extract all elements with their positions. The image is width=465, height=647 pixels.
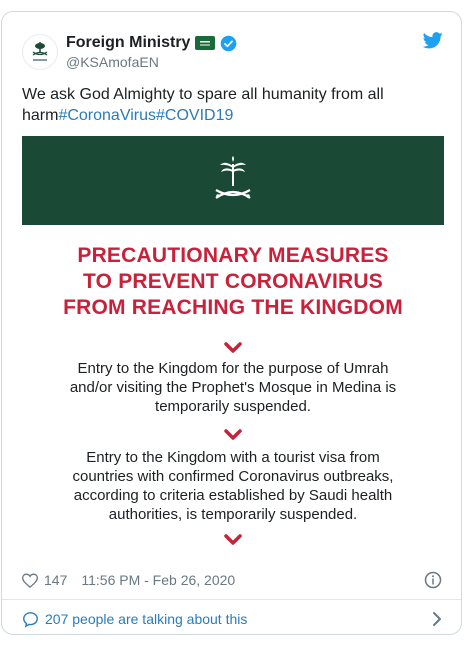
hashtag-covid19[interactable]: #COVID19 <box>156 107 234 124</box>
measure-line: Entry to the Kingdom for the purpose of Umrah <box>77 360 389 377</box>
ministry-emblem-icon <box>27 39 53 65</box>
headline-line: TO PREVENT CORONAVIRUS <box>83 270 383 293</box>
measure-line: and/or visiting the Prophet's Mosque in Medina is <box>69 379 397 396</box>
like-count[interactable]: 147 <box>44 572 68 588</box>
comment-bubble-icon <box>22 611 39 628</box>
heart-icon[interactable] <box>22 573 38 588</box>
hashtag-coronavirus[interactable]: #CoronaVirus <box>58 107 156 124</box>
media-headline <box>22 243 444 321</box>
tweet-body: We ask God Almighty to spare all humanity from all harm <box>22 86 384 124</box>
account-handle[interactable]: @KSAmofaEN <box>66 54 159 70</box>
tweet-header <box>2 12 461 82</box>
measure-line: temporarily suspended. <box>155 398 311 415</box>
measure-line: countries with confirmed Coronavirus outbreaks, <box>72 468 394 485</box>
tweet-card <box>1 11 462 635</box>
measure-item <box>22 359 444 416</box>
green-banner <box>22 136 444 225</box>
measure-item <box>22 448 444 524</box>
saudi-flag-icon <box>195 36 215 50</box>
chevron-down-icon <box>223 429 243 441</box>
tweet-meta <box>22 569 442 591</box>
tweet-text <box>22 84 442 126</box>
chevron-down-icon <box>223 534 243 546</box>
footer-divider <box>2 599 461 600</box>
name-row <box>66 34 237 52</box>
measure-line: authorities, is temporarily suspended. <box>108 506 358 523</box>
info-icon[interactable] <box>424 571 442 589</box>
measure-line: Entry to the Kingdom with a tourist visa from <box>86 449 380 466</box>
tweet-media-image[interactable] <box>22 136 444 562</box>
verified-badge-icon <box>220 35 237 52</box>
headline-line: PRECAUTIONARY MEASURES <box>77 244 389 267</box>
chevron-down-icon <box>223 342 243 354</box>
chevron-right-icon[interactable] <box>432 611 442 627</box>
headline-line: FROM REACHING THE KINGDOM <box>63 296 403 319</box>
measure-line: according to criteria established by Saudi health <box>73 487 393 504</box>
tweet-footer[interactable] <box>22 608 442 630</box>
avatar[interactable] <box>22 34 58 70</box>
talking-about-link[interactable]: 207 people are talking about this <box>45 611 248 627</box>
account-name[interactable]: Foreign Ministry <box>66 34 191 51</box>
tweet-timestamp[interactable]: 11:56 PM - Feb 26, 2020 <box>81 572 236 588</box>
twitter-bird-icon[interactable] <box>423 32 443 49</box>
palm-swords-emblem-icon <box>210 156 256 206</box>
